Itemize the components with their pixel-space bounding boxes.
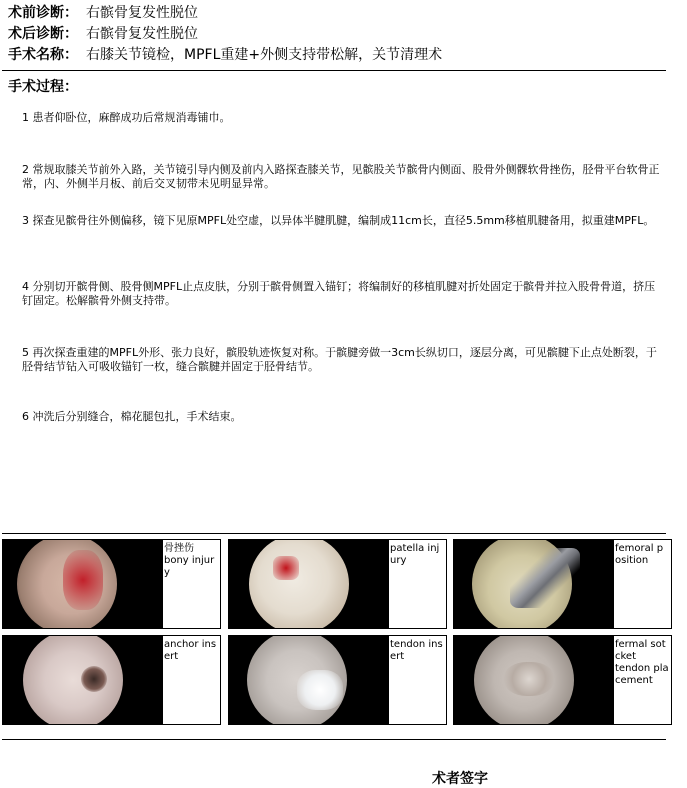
arthroscopy-photo bbox=[229, 636, 389, 724]
process-step-1: 1 患者仰卧位，麻醉成功后常规消毒铺巾。 bbox=[22, 111, 231, 124]
surgery-label: 手术名称： bbox=[8, 47, 78, 63]
image-caption: femoral position bbox=[615, 543, 664, 566]
header-divider bbox=[2, 70, 666, 71]
images-bottom-divider bbox=[2, 739, 666, 740]
blood-accent bbox=[273, 556, 299, 580]
anchor-hole-accent bbox=[81, 666, 107, 692]
postop-value: 右髌骨复发性脱位 bbox=[86, 26, 198, 42]
arthroscopy-photo bbox=[3, 636, 163, 724]
arthroscopy-photo bbox=[3, 540, 163, 628]
preop-label: 术前诊断： bbox=[8, 5, 78, 21]
postop-label: 术后诊断： bbox=[8, 26, 78, 42]
arthroscopy-photo bbox=[229, 540, 389, 628]
postop-diagnosis bbox=[8, 25, 198, 43]
scope-view bbox=[23, 636, 123, 724]
arthroscopy-photo bbox=[454, 636, 614, 724]
instrument-accent bbox=[510, 548, 580, 608]
tendon-accent bbox=[297, 670, 343, 710]
tendon-accent bbox=[504, 662, 554, 696]
process-step-2: 2 常规取膝关节前外入路，关节镜引导内侧及前内入路探查膝关节，见髌股关节髌骨内侧面、股骨外侧髁软骨挫伤，胫骨平台软骨正常，内、外侧半月板、前后交叉韧带未见明显异常。 bbox=[22, 163, 660, 190]
scope-view bbox=[249, 540, 349, 628]
arthroscopy-photo bbox=[454, 540, 614, 628]
process-step-3: 3 探查见髌骨往外侧偏移，镜下见原MPFL处空虚，以异体半腱肌腱，编制成11cm长，直径5.5mm移植肌腱备用，拟重建MPFL。 bbox=[22, 214, 655, 227]
image-caption: 骨挫伤 bony injury bbox=[164, 543, 215, 578]
image-caption: fermal sotcket tendon placement bbox=[615, 639, 669, 686]
image-cell-femoral-socket bbox=[453, 635, 672, 725]
surgery-name bbox=[8, 46, 442, 64]
image-cell-femoral-position bbox=[453, 539, 672, 629]
image-caption: patella injury bbox=[390, 543, 440, 566]
image-caption: tendon insert bbox=[390, 639, 443, 662]
preop-diagnosis bbox=[8, 4, 198, 22]
image-caption: anchor insert bbox=[164, 639, 217, 662]
surgeon-signature-label: 术者签字 bbox=[432, 771, 488, 787]
image-cell-bony-injury bbox=[2, 539, 221, 629]
image-cell-anchor-insert bbox=[2, 635, 221, 725]
images-top-divider bbox=[2, 533, 666, 534]
image-cell-patella-injury bbox=[228, 539, 447, 629]
surgery-value: 右膝关节镜检，MPFL重建+外侧支持带松解，关节清理术 bbox=[86, 47, 443, 63]
process-step-6: 6 冲洗后分别缝合，棉花腿包扎，手术结束。 bbox=[22, 410, 242, 423]
arthroscopy-image-grid bbox=[2, 539, 672, 725]
blood-accent bbox=[63, 550, 103, 610]
image-cell-tendon-insert bbox=[228, 635, 447, 725]
preop-value: 右髌骨复发性脱位 bbox=[86, 5, 198, 21]
process-step-5: 5 再次探查重建的MPFL外形、张力良好，髌股轨迹恢复对称。于髌腱旁做一3cm长纵切口，逐层分离，可见髌腱下止点处断裂，于胫骨结节钻入可吸收锚钉一枚，缝合髌腱并固定于胫骨结节。 bbox=[22, 346, 657, 373]
process-step-4: 4 分别切开髌骨侧、股骨侧MPFL止点皮肤，分别于髌骨侧置入锚钉；将编制好的移植肌腱对折处固定于髌骨并拉入股骨骨道，挤压钉固定。松解髌骨外侧支持带。 bbox=[22, 280, 656, 307]
process-title: 手术过程： bbox=[8, 79, 78, 95]
